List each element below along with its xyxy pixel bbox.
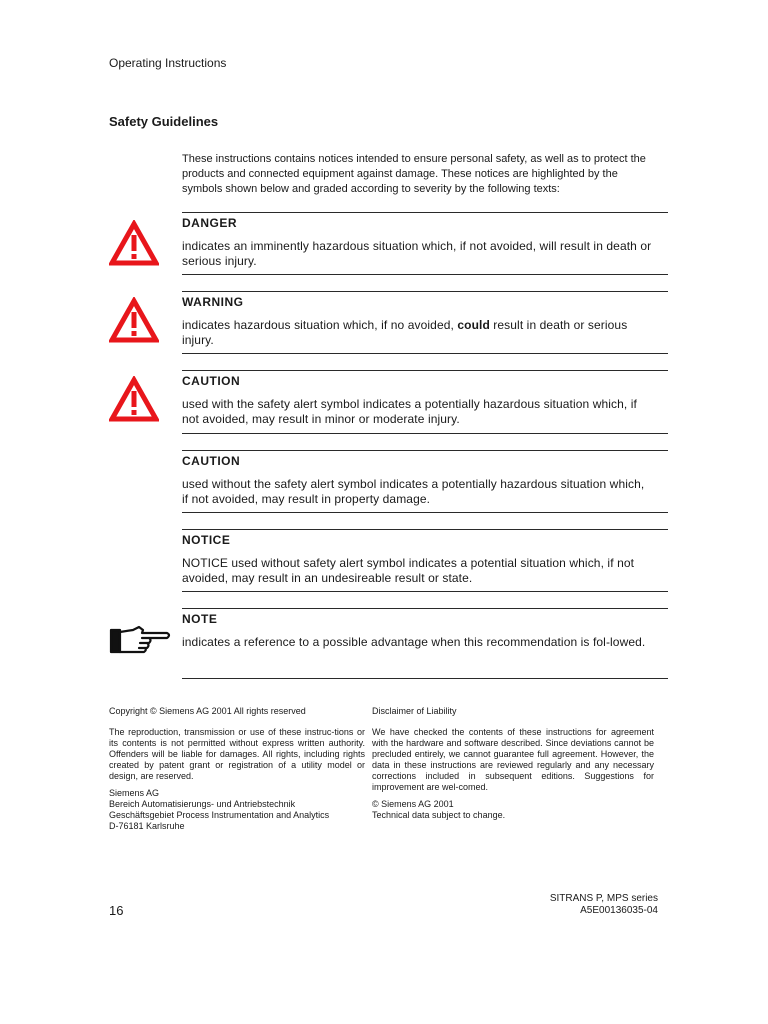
- copyright-short: © Siemens AG 2001: [372, 799, 454, 809]
- divider: [182, 608, 668, 609]
- order-number: A5E00136035-04: [580, 905, 658, 916]
- copyright-column: [109, 706, 365, 832]
- notice-title: CAUTION: [182, 454, 241, 468]
- warning-triangle-icon: [109, 376, 159, 422]
- disclaimer-heading: Disclaimer of Liability: [372, 706, 457, 716]
- pointing-hand-icon: [109, 624, 173, 658]
- divider: [182, 291, 668, 292]
- divider: [182, 678, 668, 679]
- notice-text: used with the safety alert symbol indicates a potentially hazardous situation which, if not avoided, may result in minor or moderate injury.: [182, 397, 637, 426]
- divider: [182, 212, 668, 213]
- notice-title: NOTE: [182, 612, 218, 626]
- address-line: Geschäftsgebiet Process Instrumentation and Analytics: [109, 810, 330, 820]
- divider: [182, 529, 668, 530]
- notice-text: indicates hazardous situation which, if no avoided, could result in death or serious injury.: [182, 318, 628, 347]
- tech-note: Technical data subject to change.: [372, 810, 506, 820]
- disclaimer-column: [372, 706, 654, 821]
- product-name: SITRANS P, MPS series: [549, 893, 658, 904]
- notice-title: WARNING: [182, 295, 244, 309]
- warning-triangle-icon: [109, 297, 159, 343]
- running-header: Operating Instructions: [109, 56, 227, 70]
- copyright-text: The reproduction, transmission or use of these instruc-tions or its contents is not permitted without express written authority. Offenders will be liable for damages. All rights, including rights created by patent grant or registration of a utility model or design, are reserved.: [109, 727, 365, 781]
- warning-triangle-icon: [109, 220, 159, 266]
- notice-text: indicates an imminently hazardous situation which, if not avoided, will result in death or serious injury.: [182, 239, 652, 268]
- product-info: [550, 893, 658, 917]
- divider: [182, 512, 668, 513]
- notice-text: used without the safety alert symbol indicates a potentially hazardous situation which, if not avoided, may result in property damage.: [182, 477, 645, 506]
- notice-title: DANGER: [182, 216, 238, 230]
- emphasis-text: could: [457, 318, 490, 332]
- intro-paragraph: These instructions contains notices intended to ensure personal safety, as well as to protect the products and connected equipment against damage. These notices are highlighted by the symbols shown below and graded according to severity by the following texts:: [182, 153, 646, 195]
- page-number: 16: [109, 903, 124, 918]
- address-line: Bereich Automatisierungs- und Antriebstechnik: [109, 799, 296, 809]
- divider: [182, 353, 668, 354]
- address-line: D-76181 Karlsruhe: [109, 821, 185, 831]
- divider: [182, 433, 668, 434]
- divider: [182, 450, 668, 451]
- notice-text: indicates a reference to a possible advantage when this recommendation is fol-lowed.: [182, 635, 646, 649]
- divider: [182, 274, 668, 275]
- divider: [182, 591, 668, 592]
- notice-title: CAUTION: [182, 374, 241, 388]
- copyright-heading: Copyright © Siemens AG 2001 All rights reserved: [109, 706, 306, 716]
- divider: [182, 370, 668, 371]
- address-line: Siemens AG: [109, 788, 160, 798]
- disclaimer-text: We have checked the contents of these instructions for agreement with the hardware and software described. Since deviations cannot be precluded entirely, we cannot guarantee full agreement. However, the data in these instructions are reviewed regularly and any necessary corrections included in subsequent editions. Suggestions for improvement are wel-comed.: [372, 727, 654, 792]
- section-title: Safety Guidelines: [109, 114, 219, 129]
- notice-text: NOTICE used without safety alert symbol indicates a potential situation which, if not avoided, may result in an undesireable result or state.: [182, 556, 635, 585]
- notice-title: NOTICE: [182, 533, 231, 547]
